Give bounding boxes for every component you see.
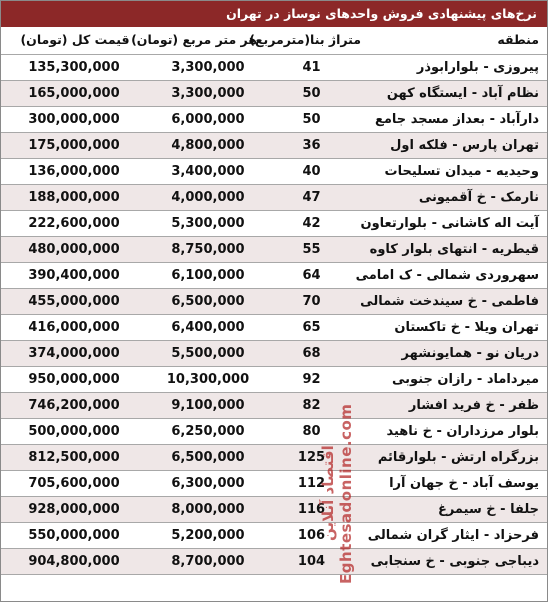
cell-price-per-meter: 8,750,000	[171, 242, 245, 257]
watermark-persian: اقتصاد آنلاین	[319, 445, 337, 542]
cell-price-per-meter: 4,800,000	[171, 138, 245, 153]
table-row	[1, 549, 547, 575]
cell-total-price: 175,000,000	[28, 138, 120, 153]
cell-price-per-meter: 8,700,000	[171, 554, 245, 569]
cell-area: 104	[297, 554, 326, 569]
cell-region: وحیدیه - میدان تسلیحات	[384, 164, 539, 179]
cell-price-per-meter: 6,250,000	[171, 424, 245, 439]
table-row	[1, 289, 547, 315]
table-row	[1, 133, 547, 159]
table-row	[1, 107, 547, 133]
cell-total-price: 550,000,000	[28, 528, 120, 543]
cell-total-price: 812,500,000	[28, 450, 120, 465]
cell-region: تهران پارس - فلکه اول	[390, 138, 539, 153]
table-row	[1, 81, 547, 107]
cell-total-price: 500,000,000	[28, 424, 120, 439]
table-row	[1, 159, 547, 185]
header-price-per-meter: هر متر مربع (تومان)	[131, 32, 257, 47]
cell-price-per-meter: 6,400,000	[171, 320, 245, 335]
cell-price-per-meter: 6,500,000	[171, 294, 245, 309]
cell-area: 64	[302, 268, 321, 283]
cell-region: نظام آباد - ایستگاه کهن	[386, 86, 539, 101]
cell-region: بلوار مرزداران - خ ناهید	[386, 424, 539, 439]
cell-region: جلفا - خ سیمرغ	[437, 502, 539, 517]
cell-total-price: 705,600,000	[28, 476, 120, 491]
table-row	[1, 185, 547, 211]
cell-price-per-meter: 3,300,000	[171, 60, 245, 75]
cell-area: 50	[302, 112, 321, 127]
cell-region: یوسف آباد - خ جهان آرا	[389, 476, 539, 491]
cell-total-price: 746,200,000	[28, 398, 120, 413]
cell-region: دیباجی جنوبی - خ سنجابی	[370, 554, 539, 569]
cell-area: 70	[302, 294, 321, 309]
table-row	[1, 523, 547, 549]
cell-price-per-meter: 6,100,000	[171, 268, 245, 283]
cell-total-price: 928,000,000	[28, 502, 120, 517]
cell-total-price: 904,800,000	[28, 554, 120, 569]
table-row	[1, 315, 547, 341]
table-row	[1, 497, 547, 523]
cell-area: 112	[297, 476, 326, 491]
cell-total-price: 950,000,000	[28, 372, 120, 387]
cell-price-per-meter: 6,300,000	[171, 476, 245, 491]
cell-price-per-meter: 5,500,000	[171, 346, 245, 361]
table-row	[1, 393, 547, 419]
cell-region: قیطریه - انتهای بلوار کاوه	[369, 242, 539, 257]
cell-total-price: 455,000,000	[28, 294, 120, 309]
cell-area: 106	[297, 528, 326, 543]
header-total-price: قیمت کل (تومان)	[20, 32, 130, 47]
cell-price-per-meter: 4,000,000	[171, 190, 245, 205]
table-row	[1, 471, 547, 497]
price-table	[1, 27, 547, 601]
table-row	[1, 445, 547, 471]
cell-area: 65	[302, 320, 321, 335]
cell-area: 68	[302, 346, 321, 361]
cell-price-per-meter: 8,000,000	[171, 502, 245, 517]
cell-region: میرداماد - رازان جنوبی	[392, 372, 539, 387]
cell-area: 47	[302, 190, 321, 205]
cell-total-price: 300,000,000	[28, 112, 120, 127]
cell-total-price: 374,000,000	[28, 346, 120, 361]
header-area: متراژ بنا(مترمربع)	[249, 32, 361, 47]
cell-region: فاطمی - خ سیندخت شمالی	[360, 294, 539, 309]
cell-price-per-meter: 6,000,000	[171, 112, 245, 127]
row-divider	[1, 574, 547, 575]
cell-region: فرحزاد - ایثار گران شمالی	[367, 528, 539, 543]
table-header-row	[1, 27, 547, 53]
cell-total-price: 136,000,000	[28, 164, 120, 179]
cell-area: 41	[302, 60, 321, 75]
cell-total-price: 416,000,000	[28, 320, 120, 335]
table-row	[1, 419, 547, 445]
cell-region: تهران ویلا - خ تاکستان	[394, 320, 539, 335]
cell-area: 116	[297, 502, 326, 517]
cell-region: پیروزی - بلوارابوذر	[416, 60, 539, 75]
cell-price-per-meter: 3,300,000	[171, 86, 245, 101]
cell-total-price: 480,000,000	[28, 242, 120, 257]
cell-region: آیت اله کاشانی - بلوارتعاون	[360, 216, 539, 231]
cell-area: 125	[297, 450, 326, 465]
watermark	[319, 386, 359, 601]
cell-region: نارمک - خ آقمیونی	[418, 190, 539, 205]
cell-area: 82	[302, 398, 321, 413]
cell-area: 92	[302, 372, 321, 387]
cell-region: سهروردی شمالی - ک امامی	[355, 268, 539, 283]
cell-region: دریان نو - همایونشهر	[401, 346, 539, 361]
cell-price-per-meter: 5,200,000	[171, 528, 245, 543]
table-row	[1, 211, 547, 237]
cell-price-per-meter: 6,500,000	[171, 450, 245, 465]
header-region: منطقه	[497, 32, 539, 47]
cell-total-price: 390,400,000	[28, 268, 120, 283]
table-row	[1, 367, 547, 393]
cell-area: 55	[302, 242, 321, 257]
cell-area: 40	[302, 164, 321, 179]
cell-total-price: 222,600,000	[28, 216, 120, 231]
cell-area: 36	[302, 138, 321, 153]
table-row	[1, 55, 547, 81]
cell-total-price: 135,300,000	[28, 60, 120, 75]
cell-price-per-meter: 9,100,000	[171, 398, 245, 413]
table-title: نرخ‌های پیشنهادی فروش واحدهای نوساز در تهران	[1, 1, 547, 27]
cell-region: بزرگراه ارتش - بلوارقائم	[377, 450, 539, 465]
cell-price-per-meter: 3,400,000	[171, 164, 245, 179]
table-row	[1, 263, 547, 289]
table-row	[1, 237, 547, 263]
table-row	[1, 341, 547, 367]
cell-area: 50	[302, 86, 321, 101]
cell-area: 80	[302, 424, 321, 439]
cell-price-per-meter: 10,300,000	[166, 372, 250, 387]
cell-region: ظفر - خ فرید افشار	[408, 398, 539, 413]
cell-total-price: 188,000,000	[28, 190, 120, 205]
cell-price-per-meter: 5,300,000	[171, 216, 245, 231]
watermark-url: Eghtesadonline.com	[337, 403, 355, 584]
cell-area: 42	[302, 216, 321, 231]
cell-region: دارآباد - بعداز مسجد جامع	[374, 112, 539, 127]
cell-total-price: 165,000,000	[28, 86, 120, 101]
